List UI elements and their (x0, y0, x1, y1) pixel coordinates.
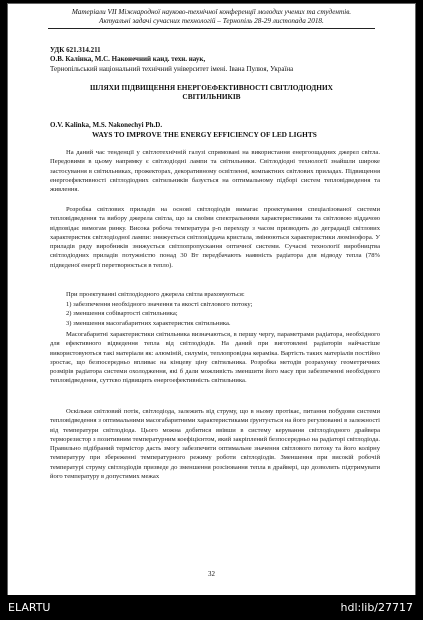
header-line-1: Матеріали VІІ Міжнародної науково-технічної конференції молодих учених та студентів. (71, 8, 352, 16)
paragraph-5: Оскільки світловий потік, світлодіода, залежить від струму, що в ньому протікає, питання побудови системи тепловідведення з оптимальними масогабаритними характеристиками ґрунтується на його регулюванні в залежності від температури світлодіода. Цього можна добитися ввівши в систему керування світлодіодного драйвера терморезистор з позитивним температурним коефіцієнтом, який закріплений безпосередньо на радіаторі світлодіода. Правильно підібраний термістор дасть змогу забезпечити оптимальне значення світлового потоку та його колірну температуру при збереженні температурного режиму роботи світлодіодів. Зменшення при високій робочій температурі струму світлодіодів призведе до зменшення розсіювання тепла в драйвері, що дозволить підтримувати його температуру в допустимих межах (50, 408, 380, 481)
paragraph-3: При проектуванні світлодіодного джерела світла враховуються: (66, 291, 245, 298)
paper-page (8, 4, 415, 595)
authors-ua: О.В. Калінка, М.С. Наконечний канд. техн. наук, (50, 55, 206, 63)
list-item: 3) зменшення масогабаритних характеристик світильника. (66, 319, 231, 327)
header-rule (48, 28, 375, 29)
handle-id: hdl:lib/27717 (340, 601, 413, 614)
conference-header (8, 8, 415, 26)
list-item: 1) забезпечення необхідного значення та якості світлового потоку; (66, 301, 253, 308)
requirements-list (66, 300, 366, 328)
paragraph-4: Масогабаритні характеристики світильника визначаються, в першу чергу, параметрами радіатора, необхідного для ефективного відведення тепла від світлодіодів. На даний при виготовлені радіаторів найчастіше використовуються такі матеріали як: алюміній, силумін, теплопровідна кераміка. Вартість таких матеріалів постійно зростає, що безпосередньо впливає на кінцеву ціну світильника. Розробка методів розрахунку геометричних розмірів радіатора системи охолодження, які б дали можливість зменшити його масу при забезпеченні необхідного тепловідведення, суттєво підвищить енергоефективність світильника. (50, 331, 380, 385)
paragraph-1: На даний час тенденції у світлотехнічній галузі спрямовані на використання енергоощадних джерел світла. Передовими в цьому напрямку є світлодіодні лампи та світильники. Світлодіодні технології знайшли широке застосування в світильниках, прожекторах, декоративному освітленні, компактних світлових приладах. Підвищення енергоефективності світлодіодних світильників базується на оптимальному підборі систем тепловідведення та живлення. (50, 149, 380, 194)
repository-name: ELARTU (8, 601, 51, 614)
title-ua-line-1: ШЛЯХИ ПІДВИЩЕННЯ ЕНЕРГОЕФЕКТИВНОСТІ СВІТЛОДІОДНИХ (90, 83, 333, 92)
authors-en: O.V. Kalinka, M.S. Nakonechyi Ph.D. (50, 121, 163, 129)
udk-code: УДК 621.314.211 (50, 46, 101, 54)
repository-footer (0, 595, 423, 620)
list-item: 2) зменшення собівартості світильника; (66, 310, 178, 318)
page-number: 32 (208, 570, 215, 578)
affiliation-ua: Тернопільський національний технічний університет імені. Івана Пулюя, Україна (50, 65, 294, 73)
title-ua-line-2: СВІТИЛЬНИКІВ (182, 92, 241, 101)
title-en: WAYS TO IMPROVE THE ENERGY EFFICIENCY OF LED LIGHTS (92, 130, 317, 139)
header-line-2: Актуальні задачі сучасних технологій – Тернопіль 28-29 листопада 2018. (99, 17, 324, 25)
paragraph-2: Розробка світлових приладів на основі світлодіодів вимагає проектування спеціалізованої системи тепловідведення та вибору джерела світла, що за своїми спектральними характеристиками та світловою віддачою відповідає вимогам ринку. Висока робоча температура p-n переходу з часом призводить до деградації світлових характеристик світлодіодної лампи: знижується світловіддача кристала, змінюються характеристики люмінофора. У приладів ряду виробників знижується світлопропускання оптичної системи. Сучасні технології виробництва світлодіодних приладів потужністю понад 30 Вт передбачають наявність радіатора для відводу тепла (78% підведеної енергії перетворюється в тепло). (50, 206, 380, 269)
